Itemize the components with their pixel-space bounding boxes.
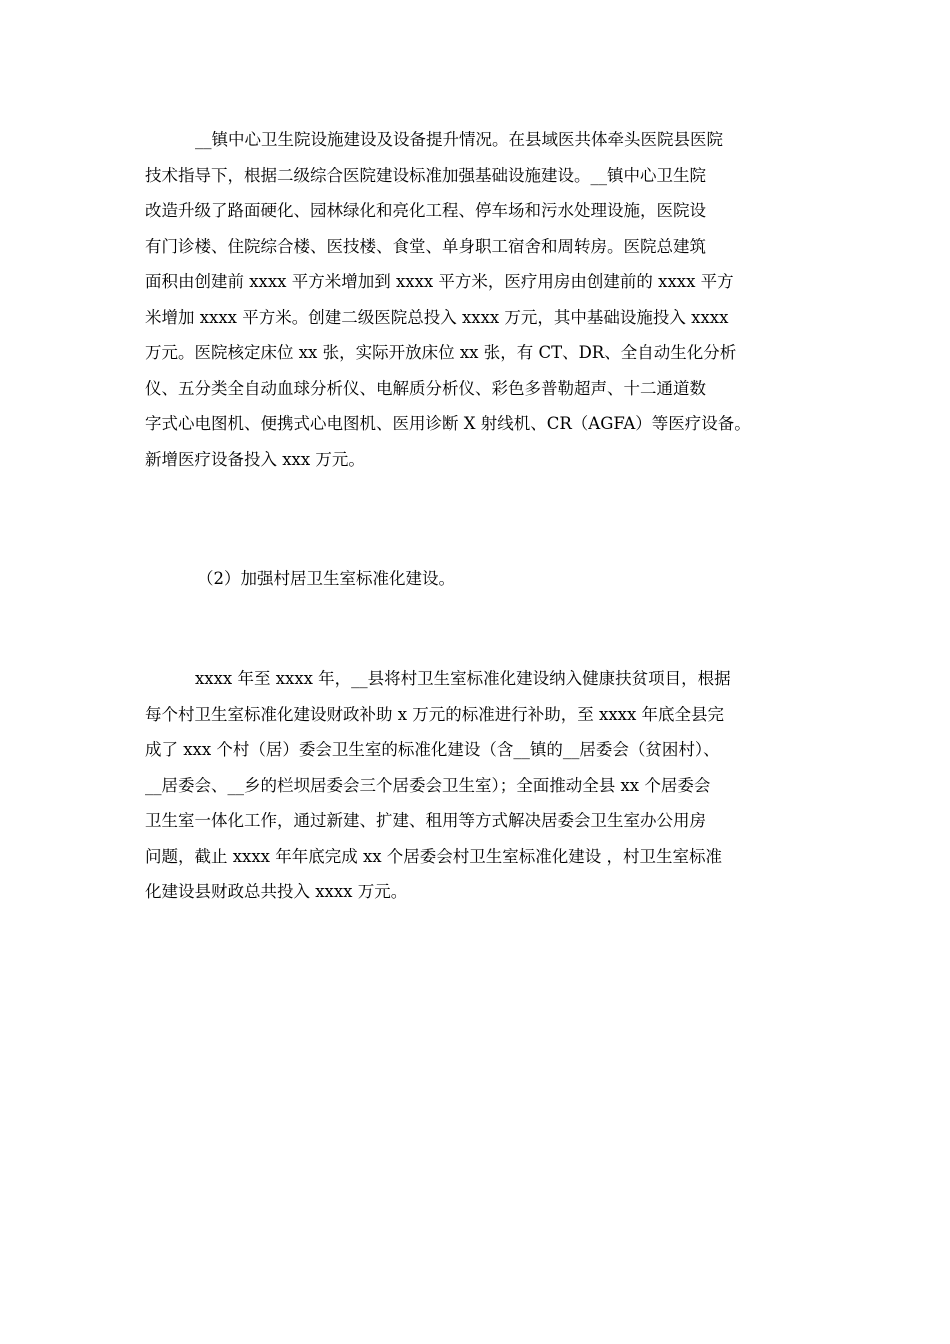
paragraph-line: __居委会、__乡的栏坝居委会三个居委会卫生室）；全面推动全县 xx 个居委会 xyxy=(145,775,711,795)
paragraph-line: 米增加 xxxx 平方米。创建二级医院总投入 xxxx 万元，其中基础设施投入 xxxx xyxy=(145,307,729,327)
paragraph-line: 改造升级了路面硬化、园林绿化和亮化工程、停车场和污水处理设施，医院设 xyxy=(145,201,706,220)
paragraph-line: 化建设县财政总共投入 xxxx 万元。 xyxy=(145,882,408,901)
paragraph-line: 技术指导下，根据二级综合医院建设标准加强基础设施建设。__镇中心卫生院 xyxy=(145,165,706,185)
paragraph-line: 有门诊楼、住院综合楼、医技楼、食堂、单身职工宿舍和周转房。医院总建筑 xyxy=(145,236,706,256)
heading-text: （2）加强村居卫生室标准化建设。 xyxy=(197,569,455,588)
paragraph-line: 卫生室一体化工作，通过新建、扩建、租用等方式解决居委会卫生室办公用房 xyxy=(145,811,706,830)
paragraph-line: xxxx 年至 xxxx 年，__县将村卫生室标准化建设纳入健康扶贫项目，根据 xyxy=(195,669,731,688)
paragraph-line: 仪、五分类全自动血球分析仪、电解质分析仪、彩色多普勒超声、十二通道数 xyxy=(145,378,706,398)
paragraph-line: 每个村卫生室标准化建设财政补助 x 万元的标准进行补助，至 xxxx 年底全县完 xyxy=(145,704,725,724)
paragraph-line: 面积由创建前 xxxx 平方米增加到 xxxx 平方米，医疗用房由创建前的 xxxx 平方 xyxy=(145,272,734,291)
paragraph-line: 万元。医院核定床位 xx 张，实际开放床位 xx 张，有 CT、DR、全自动生化分析 xyxy=(145,343,737,362)
paragraph-line: 问题，截止 xxxx 年年底完成 xx 个居委会村卫生室标准化建设 ，村卫生室标准 xyxy=(145,846,723,866)
paragraph-line: 成了 xxx 个村（居）委会卫生室的标准化建设（含__镇的__居委会（贫困村）、 xyxy=(145,740,720,759)
paragraph-village-clinics xyxy=(145,661,810,910)
paragraph-line: 新增医疗设备投入 xxx 万元。 xyxy=(145,449,365,469)
paragraph-line: 字式心电图机、便携式心电图机、医用诊断 X 射线机、CR（AGFA）等医疗设备。 xyxy=(145,414,751,433)
paragraph-facility-construction xyxy=(145,122,810,477)
paragraph-line: __镇中心卫生院设施建设及设备提升情况。在县域医共体牵头医院县医院 xyxy=(195,130,723,149)
section-heading xyxy=(145,561,810,597)
